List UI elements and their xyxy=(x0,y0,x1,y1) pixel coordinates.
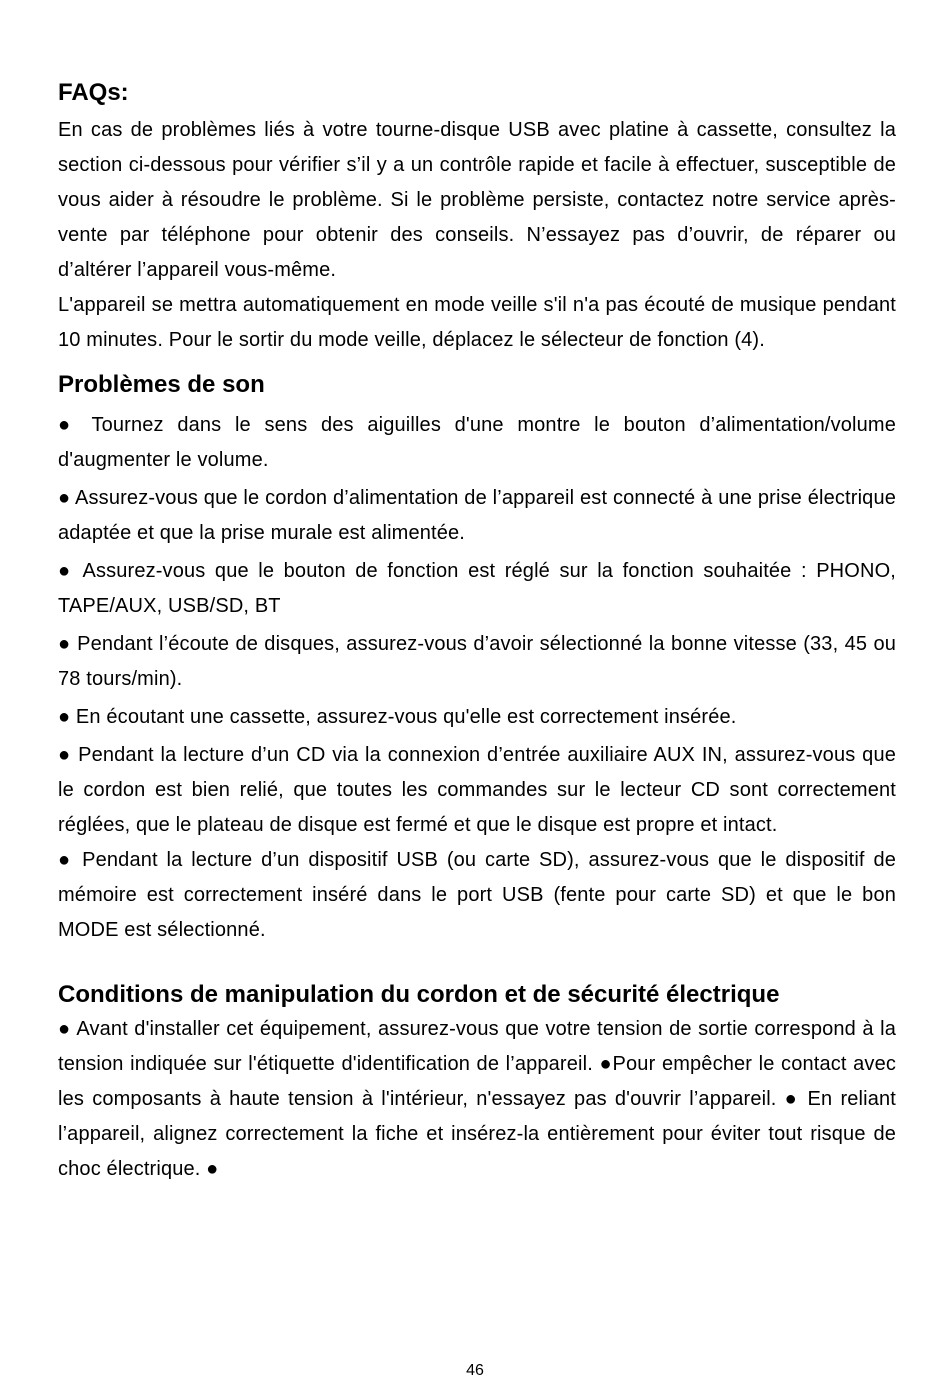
faq-heading: FAQs: xyxy=(58,79,129,106)
sound-item-function: ● Assurez-vous que le bouton de fonction est réglé sur la fonction souhaitée : PHONO, TAPE/AUX, USB/SD, BT xyxy=(58,560,896,617)
sound-item-power-cord: ● Assurez-vous que le cordon d’alimentation de l’appareil est connecté à une prise électrique adaptée et que la prise murale est alimentée. xyxy=(58,487,896,544)
page-number: 46 xyxy=(466,1362,484,1379)
standby-paragraph: L'appareil se mettra automatiquement en mode veille s'il n'a pas écouté de musique pendant 10 minutes. Pour le sortir du mode veille, déplacez le sélecteur de fonction (4). xyxy=(58,294,896,351)
sound-item-cassette: ● En écoutant une cassette, assurez-vous qu'elle est correctement insérée. xyxy=(58,706,737,728)
sound-item-usb: ● Pendant la lecture d’un dispositif USB (ou carte SD), assurez-vous que le dispositif de mémoire est correctement inséré dans le port USB (fente pour carte SD) et que le bon MODE est sélectionné. xyxy=(58,849,896,941)
faq-intro-paragraph: En cas de problèmes liés à votre tourne-disque USB avec platine à cassette, consultez la section ci-dessous pour vérifier s’il y a un contrôle rapide et facile à effectuer, susceptible de vous aider à résoudre le problème. Si le problème persiste, contactez notre service après-vente par téléphone pour obtenir des conseils. N’essayez pas d’ouvrir, de réparer ou d’altérer l’appareil vous-même. xyxy=(58,119,896,281)
safety-paragraph: ● Avant d'installer cet équipement, assurez-vous que votre tension de sortie correspond à la tension indiquée sur l'étiquette d'identification de l’appareil. ●Pour empêcher le contact avec les composants à haute tension à l'intérieur, n'essayez pas d'ouvrir l’appareil. ● En reliant l’appareil, alignez correctement la fiche et insérez-la entièrement pour éviter tout risque de choc électrique. ● xyxy=(58,1018,896,1180)
document-page xyxy=(58,75,896,1187)
sound-item-volume: ● Tournez dans le sens des aiguilles d'une montre le bouton d’alimentation/volume d'augmenter le volume. xyxy=(58,414,896,471)
sound-item-speed: ● Pendant l’écoute de disques, assurez-vous d’avoir sélectionné la bonne vitesse (33, 45 ou 78 tours/min). xyxy=(58,633,896,690)
sound-problems-heading: Problèmes de son xyxy=(58,371,265,398)
safety-heading: Conditions de manipulation du cordon et de sécurité électrique xyxy=(58,981,780,1008)
sound-item-aux: ● Pendant la lecture d’un CD via la connexion d’entrée auxiliaire AUX IN, assurez-vous que le cordon est bien relié, que toutes les commandes sur le lecteur CD sont correctement réglées, que le plateau de disque est fermé et que le disque est propre et intact. xyxy=(58,744,896,836)
